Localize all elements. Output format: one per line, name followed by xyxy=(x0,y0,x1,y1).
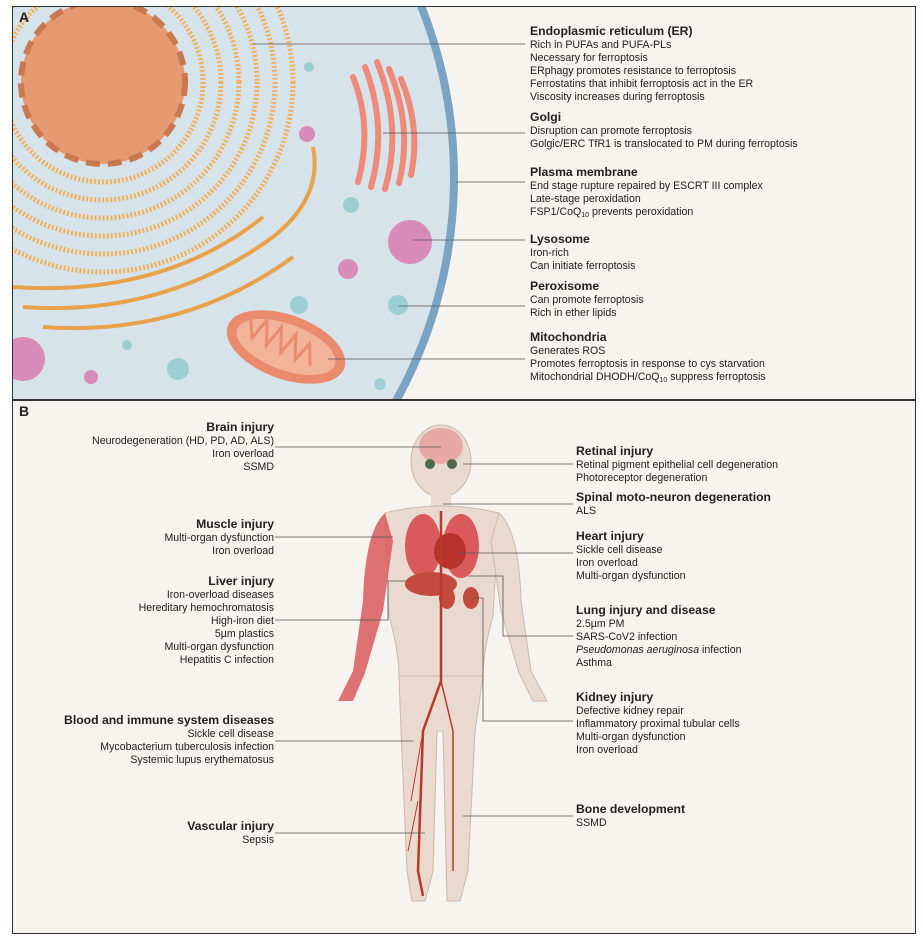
left-eye xyxy=(425,459,435,469)
heart xyxy=(434,533,466,569)
muscle-injury: Muscle injury Multi-organ dysfunction Iron overload xyxy=(164,517,274,557)
vascular-injury: Vascular injury Sepsis xyxy=(187,819,274,846)
mitochondria-title: Mitochondria xyxy=(530,330,607,344)
muscle-arm xyxy=(338,513,393,701)
peroxisome xyxy=(388,295,408,315)
human-body xyxy=(338,425,547,901)
er-title: Endoplasmic reticulum (ER) xyxy=(530,24,693,38)
peroxisome-3 xyxy=(290,296,308,314)
panel-a-label: A xyxy=(19,9,30,25)
peroxisome-4 xyxy=(167,358,189,380)
panel-b xyxy=(12,400,916,934)
golgi-title: Golgi xyxy=(530,110,562,124)
lysosome-small xyxy=(338,259,358,279)
er-annotation: Endoplasmic reticulum (ER) Rich in PUFAs and PUFA-PLs Necessary for ferroptosis ERphagy promotes resistance to ferroptosis Ferrostatins that inhibit ferroptosis act in the ER Viscosity increases during ferroptosis xyxy=(530,24,754,103)
spinal-moto-neuron-degeneration: Spinal moto-neuron degeneration ALS xyxy=(576,490,772,517)
lysosome xyxy=(388,220,432,264)
cell-illustration xyxy=(13,7,916,400)
brain-injury: Brain injury Neurodegeneration (HD, PD, AD, ALS) Iron overload SSMD xyxy=(92,420,274,473)
kidney-injury: Kidney injury Defective kidney repair Inflammatory proximal tubular cells Multi-organ dysfunction Iron overload xyxy=(576,690,740,756)
pm-line-3: FSP1/CoQ$_{10}$ prevents peroxidation xyxy=(530,206,694,219)
bone-development: Bone development SSMD xyxy=(576,802,686,829)
nucleus xyxy=(21,7,185,164)
arm xyxy=(491,513,547,701)
lysosome-annotation: Lysosome Iron-rich Can initiate ferroptosis xyxy=(530,232,636,272)
lysosome-small-2 xyxy=(299,126,315,142)
peroxisome-7 xyxy=(304,62,314,72)
liver-injury: Liver injury Iron-overload diseases Hereditary hemochromatosis High-iron diet 5µm plastics Multi-organ dysfunction Hepatitis C infection xyxy=(138,574,274,666)
mito-line-3: Mitochondrial DHODH/CoQ$_{10}$ suppress ferroptosis xyxy=(530,371,766,384)
peroxisome-6 xyxy=(122,340,132,350)
body-illustration xyxy=(13,401,916,934)
peroxisome-title: Peroxisome xyxy=(530,279,600,293)
retinal-injury: Retinal injury Retinal pigment epithelial cell degeneration Photoreceptor degeneration xyxy=(576,444,779,484)
plasma-membrane-title: Plasma membrane xyxy=(530,165,638,179)
brain xyxy=(419,428,463,464)
pseudomonas-line: Pseudomonas aeruginosa infection xyxy=(576,644,742,656)
right-eye xyxy=(447,459,457,469)
heart-injury: Heart injury Sickle cell disease Iron overload Multi-organ dysfunction xyxy=(576,529,686,582)
mitochondria-annotation: Mitochondria Generates ROS Promotes ferroptosis in response to cys starvation Mitochondrial DHODH/CoQ$_{10}$ suppress ferroptosis xyxy=(530,330,766,387)
peroxisome-annotation: Peroxisome Can promote ferroptosis Rich in ether lipids xyxy=(530,279,644,319)
lysosome-tiny xyxy=(84,370,98,384)
lysosome-title: Lysosome xyxy=(530,232,590,246)
panel-b-label: B xyxy=(19,403,30,419)
golgi-annotation: Golgi Disruption can promote ferroptosis Golgic/ERC TfR1 is translocated to PM during ferroptosis xyxy=(530,110,798,150)
peroxisome-5 xyxy=(374,378,386,390)
peroxisome-2 xyxy=(343,197,359,213)
lung-injury: Lung injury and disease 2.5µm PM SARS-CoV2 infection Pseudomonas aeruginosa infection Asthma xyxy=(576,603,742,669)
plasma-membrane-annotation: Plasma membrane End stage rupture repaired by ESCRT III complex Late-stage peroxidation FSP1/CoQ$_{10}$ prevents peroxidation xyxy=(530,165,763,222)
legs xyxy=(399,676,483,901)
blood-immune-diseases: Blood and immune system diseases Sickle cell disease Mycobacterium tuberculosis infection Systemic lupus erythematosus xyxy=(64,713,274,766)
panel-a xyxy=(12,6,916,400)
